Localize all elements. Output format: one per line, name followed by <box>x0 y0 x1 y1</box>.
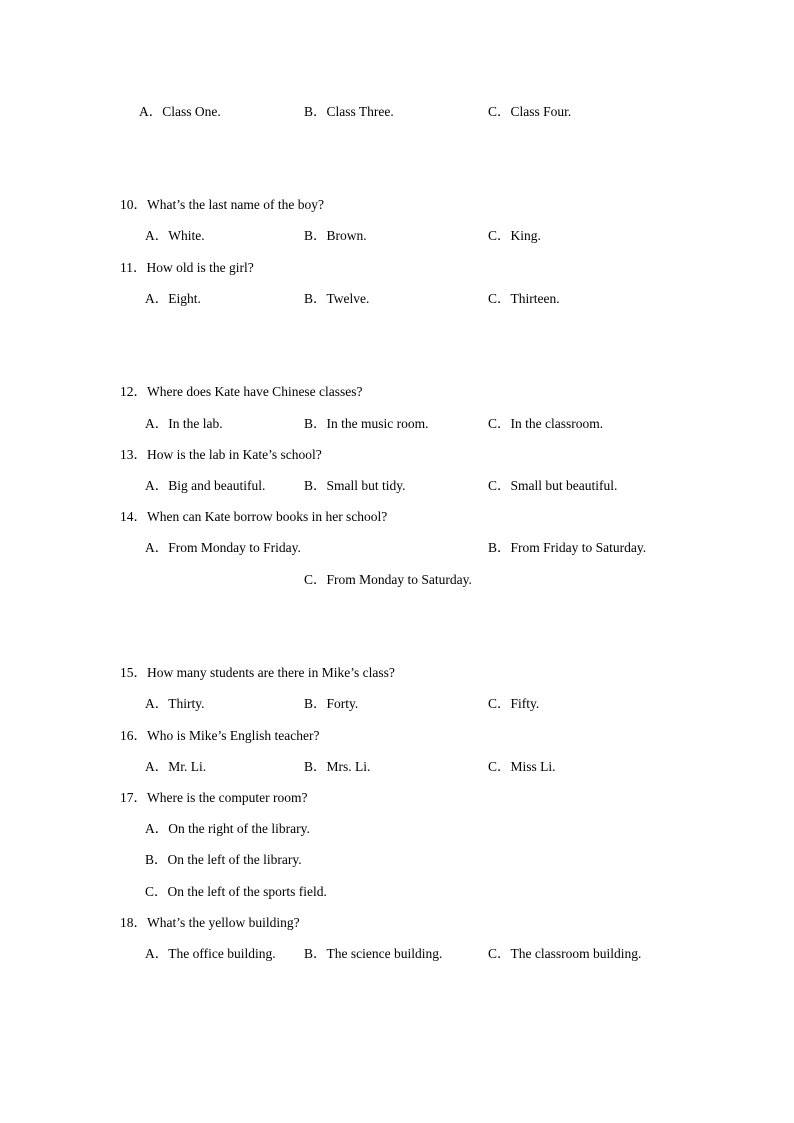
q17-option-a: A．On the right of the library. <box>145 821 310 836</box>
q16-option-b: B．Mrs. Li. <box>304 759 371 774</box>
q16-option-a: A．Mr. Li. <box>145 759 207 774</box>
q9-option-b: B．Class Three. <box>304 104 394 119</box>
q12-option-b: B．In the music room. <box>304 416 429 431</box>
q14-question: 14．When can Kate borrow books in her school? <box>120 509 388 524</box>
q17-question: 17．Where is the computer room? <box>120 790 308 805</box>
q15-option-a: A．Thirty. <box>145 696 205 711</box>
q15-option-c: C．Fifty. <box>488 696 540 711</box>
q10-option-b: B．Brown. <box>304 228 367 243</box>
q13-option-a: A．Big and beautiful. <box>145 478 266 493</box>
q18-option-c: C．The classroom building. <box>488 946 642 961</box>
q16-option-c: C．Miss Li. <box>488 759 556 774</box>
q12-option-a: A．In the lab. <box>145 416 223 431</box>
q15-question: 15．How many students are there in Mike’s class? <box>120 665 395 680</box>
q14-option-c: C．From Monday to Saturday. <box>304 572 472 587</box>
q11-option-c: C．Thirteen. <box>488 291 560 306</box>
q17-option-b: B．On the left of the library. <box>145 852 302 867</box>
q14-option-b: B．From Friday to Saturday. <box>488 540 647 555</box>
q10-option-a: A．White. <box>145 228 205 243</box>
q11-question: 11．How old is the girl? <box>120 260 254 275</box>
q12-option-c: C．In the classroom. <box>488 416 604 431</box>
q17-option-c: C．On the left of the sports field. <box>145 884 327 899</box>
q13-option-b: B．Small but tidy. <box>304 478 406 493</box>
q9-option-a: A．Class One. <box>139 104 221 119</box>
q11-option-a: A．Eight. <box>145 291 201 306</box>
q16-question: 16．Who is Mike’s English teacher? <box>120 728 320 743</box>
q14-option-a: A．From Monday to Friday. <box>145 540 301 555</box>
q11-option-b: B．Twelve. <box>304 291 370 306</box>
q13-question: 13．How is the lab in Kate’s school? <box>120 447 322 462</box>
q12-question: 12．Where does Kate have Chinese classes? <box>120 384 363 399</box>
q15-option-b: B．Forty. <box>304 696 359 711</box>
q10-option-c: C．King. <box>488 228 541 243</box>
q10-question: 10．What’s the last name of the boy? <box>120 197 324 212</box>
q18-option-a: A．The office building. <box>145 946 276 961</box>
q13-option-c: C．Small but beautiful. <box>488 478 618 493</box>
q18-question: 18．What’s the yellow building? <box>120 915 300 930</box>
q18-option-b: B．The science building. <box>304 946 443 961</box>
q9-option-c: C．Class Four. <box>488 104 572 119</box>
